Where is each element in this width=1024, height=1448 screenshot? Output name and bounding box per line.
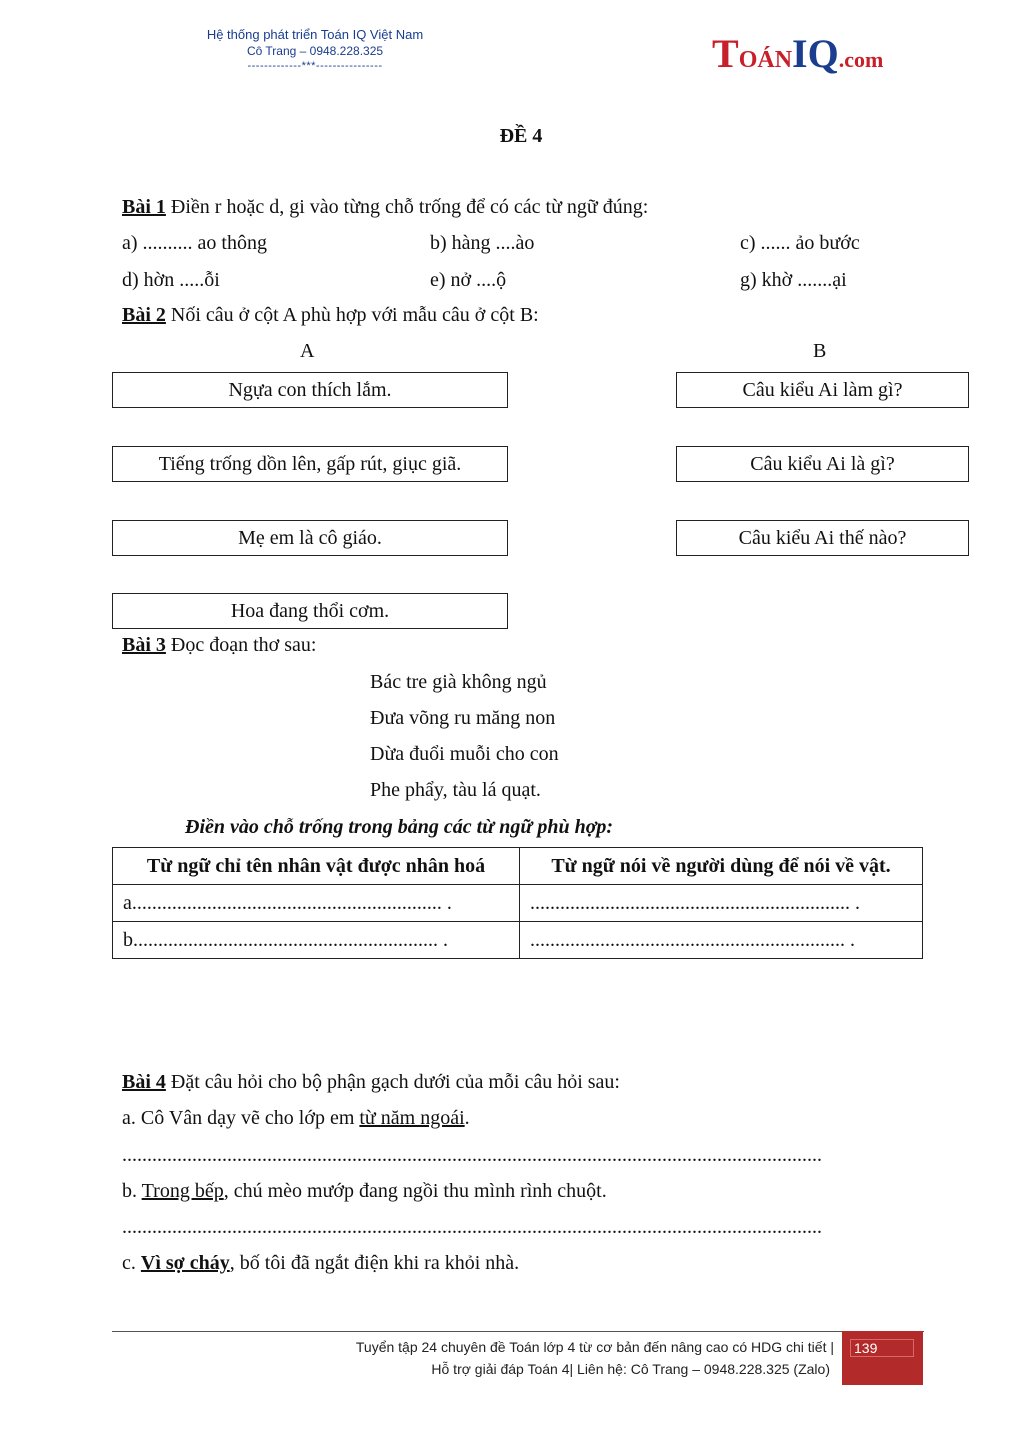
poem-line-1: Bác tre già không ngủ: [370, 671, 547, 693]
bai1-item-g: g) khờ .......ại: [740, 269, 847, 291]
bai4-a-underlined: từ năm ngoái: [359, 1107, 465, 1129]
bai1-item-d: d) hờn .....ỗi: [122, 269, 220, 291]
poem-line-4: Phe phẩy, tàu lá quạt.: [370, 779, 541, 801]
bai4-c-pre: c.: [122, 1252, 141, 1274]
bai1-item-b: b) hàng ....ào: [430, 232, 535, 254]
answer-line-1[interactable]: ............................................................................................................................................: [122, 1144, 822, 1166]
bai3-label: Bài 3: [122, 634, 166, 656]
col-b-box-3[interactable]: Câu kiểu Ai thế nào?: [676, 520, 969, 556]
logo-part2: IQ: [792, 31, 839, 76]
logo-part3: .com: [838, 47, 884, 72]
bai4-a-post: .: [464, 1107, 470, 1129]
bai4-sentence-c: [122, 1251, 519, 1275]
poem-line-2: Đưa võng ru măng non: [370, 707, 556, 729]
bai4-label: Bài 4: [122, 1071, 166, 1093]
bai2-heading: [122, 303, 539, 327]
table-row: [113, 922, 923, 959]
col-b-header: B: [813, 340, 827, 362]
col-b-box-2[interactable]: Câu kiểu Ai là gì?: [676, 446, 969, 482]
table-cell-b2[interactable]: ............................................................... .: [520, 922, 923, 959]
bai3-instruction: Điền vào chỗ trống trong bảng các từ ngữ phù hợp:: [185, 816, 614, 838]
table-cell-a1[interactable]: a.............................................................. .: [113, 885, 520, 922]
bai3-text: Đọc đoạn thơ sau:: [165, 634, 317, 656]
bai4-b-underlined: Trong bếp: [141, 1180, 224, 1202]
bai4-sentence-b: [122, 1179, 607, 1203]
table-cell-a2[interactable]: ................................................................ .: [520, 885, 923, 922]
col-a-box-1[interactable]: Ngựa con thích lắm.: [112, 372, 508, 408]
col-a-box-2[interactable]: Tiếng trống dồn lên, gấp rút, giục giã.: [112, 446, 508, 482]
header-org: Hệ thống phát triển Toán IQ Việt Nam: [206, 27, 424, 42]
footer-divider: [112, 1331, 924, 1332]
bai1-item-c: c) ...... ảo bước: [740, 232, 860, 254]
bai1-heading: [122, 195, 648, 219]
toaniq-logo: [712, 30, 883, 77]
col-a-header: A: [300, 340, 315, 362]
fill-table: [112, 847, 923, 959]
bai1-item-a: a) .......... ao thông: [122, 232, 267, 254]
col-a-box-3[interactable]: Mẹ em là cô giáo.: [112, 520, 508, 556]
table-cell-b1[interactable]: b............................................................. .: [113, 922, 520, 959]
bai4-b-post: , chú mèo mướp đang ngồi thu mình rình chuột.: [223, 1180, 607, 1202]
table-header-row: [113, 848, 923, 885]
header-divider: -------------***----------------: [247, 60, 383, 72]
bai4-b-pre: b.: [122, 1180, 142, 1202]
bai4-heading: [122, 1070, 620, 1094]
page-title: ĐỀ 4: [499, 125, 543, 147]
bai2-label: Bài 2: [122, 304, 166, 326]
page-number: 139: [850, 1339, 914, 1357]
header-contact: Cô Trang – 0948.228.325: [246, 44, 384, 58]
bai1-label: Bài 1: [122, 196, 166, 218]
bai4-a-pre: a. Cô Vân dạy vẽ cho lớp em: [122, 1107, 360, 1129]
table-header-2: Từ ngữ nói về người dùng để nói về vật.: [520, 848, 923, 885]
footer-line-1: Tuyển tập 24 chuyên đề Toán lớp 4 từ cơ bản đến nâng cao có HDG chi tiết |: [355, 1339, 834, 1355]
footer-line-2: Hỗ trợ giải đáp Toán 4| Liên hệ: Cô Trang – 0948.228.325 (Zalo): [431, 1361, 830, 1377]
answer-line-2[interactable]: ............................................................................................................................................: [122, 1216, 822, 1238]
bai1-item-e: e) nở ....ộ: [430, 269, 507, 291]
table-header-1: Từ ngữ chỉ tên nhân vật được nhân hoá: [113, 848, 520, 885]
col-a-box-4[interactable]: Hoa đang thổi cơm.: [112, 593, 508, 629]
bai3-heading: [122, 633, 316, 657]
bai4-text: Đặt câu hỏi cho bộ phận gạch dưới của mỗi câu hỏi sau:: [165, 1071, 620, 1093]
col-b-box-1[interactable]: Câu kiểu Ai làm gì?: [676, 372, 969, 408]
logo-part1: T: [712, 31, 739, 76]
logo-part1b: OÁN: [738, 47, 793, 73]
bai4-c-post: , bố tôi đã ngắt điện khi ra khỏi nhà.: [229, 1252, 520, 1274]
bai4-c-underlined: Vì sợ cháy: [140, 1252, 230, 1274]
poem-line-3: Dừa đuổi muỗi cho con: [370, 743, 559, 765]
bai2-text: Nối câu ở cột A phù hợp với mẫu câu ở cột B:: [165, 304, 539, 326]
table-row: [113, 885, 923, 922]
bai1-text: Điền r hoặc d, gi vào từng chỗ trống để có các từ ngữ đúng:: [165, 196, 649, 218]
bai4-sentence-a: [122, 1106, 470, 1130]
